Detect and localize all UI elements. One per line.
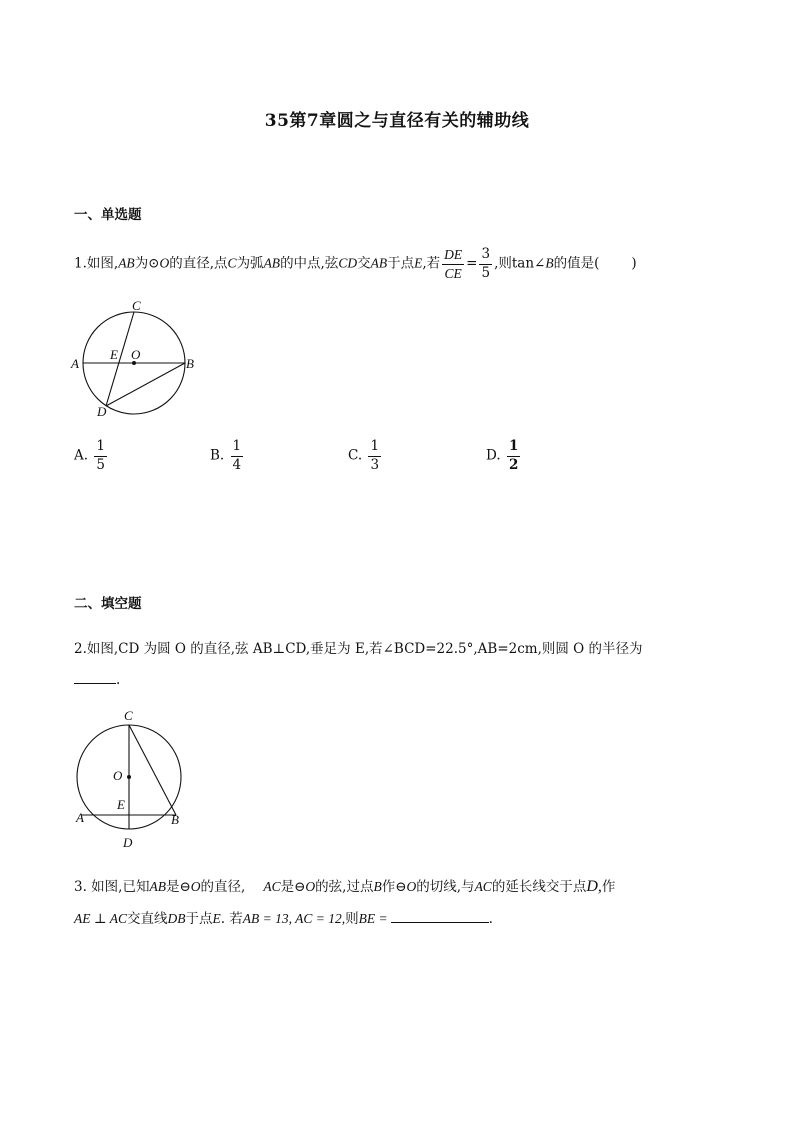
label-A: A bbox=[71, 356, 79, 371]
page-title: 35第7章圆之与直径有关的辅助线 bbox=[264, 111, 530, 131]
label-D: D bbox=[97, 404, 107, 419]
q1-value-fraction bbox=[479, 248, 492, 280]
segment-DB bbox=[106, 363, 185, 406]
q3-text: 交直线 bbox=[126, 911, 168, 927]
section-heading-fill-blank: 二、填空题 bbox=[74, 596, 142, 612]
fraction-denominator: 4 bbox=[232, 456, 242, 473]
question-3-text-line-2 bbox=[74, 907, 493, 927]
q3-var: ⊖O bbox=[294, 879, 316, 894]
q1-text: 为⊙ bbox=[134, 255, 160, 272]
q3-var: E bbox=[212, 911, 221, 926]
q1-ratio-fraction bbox=[442, 248, 464, 280]
label-D: D bbox=[123, 835, 133, 850]
question-3-text-line-1 bbox=[74, 875, 615, 896]
q1-var: B bbox=[545, 255, 554, 271]
q3-var: ⊖O bbox=[395, 879, 417, 894]
label-B: B bbox=[171, 812, 179, 827]
fraction-numerator: 1 bbox=[231, 440, 244, 457]
option-fraction bbox=[231, 440, 244, 472]
q1-text: 交 bbox=[357, 255, 371, 272]
question-1-text: 1.如图,AB为⊙O的直径,点C为弧AB的中点,弦CD交AB于点E,若 $\frac{DE}{CE}$ = $\frac{3}{5}$ ,则tan∠B的值是( ) bbox=[74, 246, 637, 281]
fraction-numerator: DE bbox=[442, 248, 464, 265]
label-O: O bbox=[131, 347, 141, 362]
fraction-numerator: 1 bbox=[507, 440, 520, 457]
label-E: E bbox=[117, 797, 125, 812]
fraction-denominator: CE bbox=[444, 265, 462, 281]
q1-text: 如图, bbox=[86, 255, 119, 272]
q3-text: . 若 bbox=[220, 911, 243, 927]
q3-var: AC bbox=[474, 879, 492, 894]
option-label: C. bbox=[348, 447, 363, 464]
q3-text: 作 bbox=[601, 879, 616, 895]
q1-text: ,则tan∠ bbox=[494, 255, 546, 272]
q3-text: 作 bbox=[381, 879, 396, 895]
answer-blank[interactable] bbox=[391, 909, 489, 923]
label-O: O bbox=[113, 768, 123, 783]
q3-var: BE = bbox=[358, 911, 388, 926]
q3-text: 是 bbox=[165, 879, 180, 895]
q3-period: . bbox=[488, 911, 493, 927]
q3-var: AB bbox=[149, 879, 166, 894]
option-fraction bbox=[368, 440, 381, 472]
q3-var: B bbox=[373, 879, 382, 894]
fraction-numerator: 3 bbox=[479, 248, 492, 265]
q1-text: 于点 bbox=[387, 255, 415, 272]
q1-var: E bbox=[414, 255, 423, 271]
q1-var: CD bbox=[338, 255, 358, 271]
q1-var: AB bbox=[263, 255, 281, 271]
q3-text: 的弦,过点 bbox=[315, 879, 374, 895]
fraction-denominator: 5 bbox=[96, 456, 105, 473]
equals-sign: = bbox=[466, 255, 478, 272]
q1-var: O bbox=[159, 255, 170, 271]
section-heading-single-choice: 一、单选题 bbox=[74, 207, 142, 223]
option-label: A. bbox=[74, 447, 89, 464]
label-C: C bbox=[132, 298, 141, 313]
fraction-denominator: 2 bbox=[508, 456, 519, 473]
answer-blank[interactable] bbox=[74, 670, 116, 684]
segment-CB bbox=[129, 725, 176, 815]
label-C: C bbox=[124, 708, 133, 723]
fraction-denominator: 5 bbox=[481, 264, 491, 281]
q3-text: 是 bbox=[280, 879, 295, 895]
q3-text: 的直径, bbox=[200, 879, 246, 895]
fraction-numerator: 1 bbox=[94, 440, 107, 457]
figure-2-circle-diagram bbox=[70, 705, 195, 855]
option-d[interactable] bbox=[486, 440, 522, 472]
fraction-numerator: 1 bbox=[368, 440, 381, 457]
question-2-blank-line bbox=[74, 670, 120, 688]
q1-text: ,若 bbox=[422, 255, 441, 272]
q3-text: 3. 如图,已知 bbox=[74, 879, 150, 895]
q1-text: 的直径,点 bbox=[169, 255, 228, 272]
label-A: A bbox=[76, 810, 84, 825]
option-label: B. bbox=[210, 447, 225, 464]
q1-var: AB bbox=[118, 255, 135, 271]
q3-var: AE ⊥ AC bbox=[74, 911, 127, 926]
q1-text: ) bbox=[631, 255, 637, 272]
q1-var: AB bbox=[370, 255, 388, 271]
label-E: E bbox=[110, 347, 118, 362]
option-fraction bbox=[507, 440, 520, 472]
q1-text: 的值是( bbox=[553, 255, 600, 272]
q3-text: 的延长线交于点 bbox=[491, 879, 587, 895]
option-c[interactable] bbox=[348, 440, 383, 472]
option-a[interactable] bbox=[74, 440, 109, 472]
q3-var: D, bbox=[586, 878, 602, 895]
q1-number: 1 bbox=[74, 255, 83, 272]
q1-text: 的中点,弦 bbox=[280, 255, 339, 272]
label-B: B bbox=[186, 356, 194, 371]
fraction-denominator: 3 bbox=[370, 456, 380, 473]
center-point bbox=[127, 775, 131, 779]
option-b[interactable] bbox=[210, 440, 245, 472]
q3-var: AC bbox=[263, 879, 281, 894]
option-fraction bbox=[94, 440, 107, 472]
q3-var: ⊖O bbox=[179, 879, 201, 894]
question-2-text: 2.如图,CD 为圆 O 的直径,弦 AB⊥CD,垂足为 E,若∠BCD=22.5°,AB=2cm,则圆 O 的半径为 bbox=[74, 641, 643, 657]
q1-text: 为弧 bbox=[236, 255, 264, 272]
figure-1-circle-diagram bbox=[68, 296, 208, 421]
q2-period: . bbox=[116, 672, 121, 688]
option-label: D. bbox=[486, 447, 501, 464]
q1-var: C bbox=[227, 255, 237, 271]
q3-text: 的切线,与 bbox=[416, 879, 475, 895]
q3-text: 于点 bbox=[185, 911, 213, 927]
q3-text: 则 bbox=[345, 911, 359, 927]
q3-var: DB bbox=[167, 911, 186, 926]
q3-var: AB = 13, AC = 12, bbox=[242, 911, 346, 926]
